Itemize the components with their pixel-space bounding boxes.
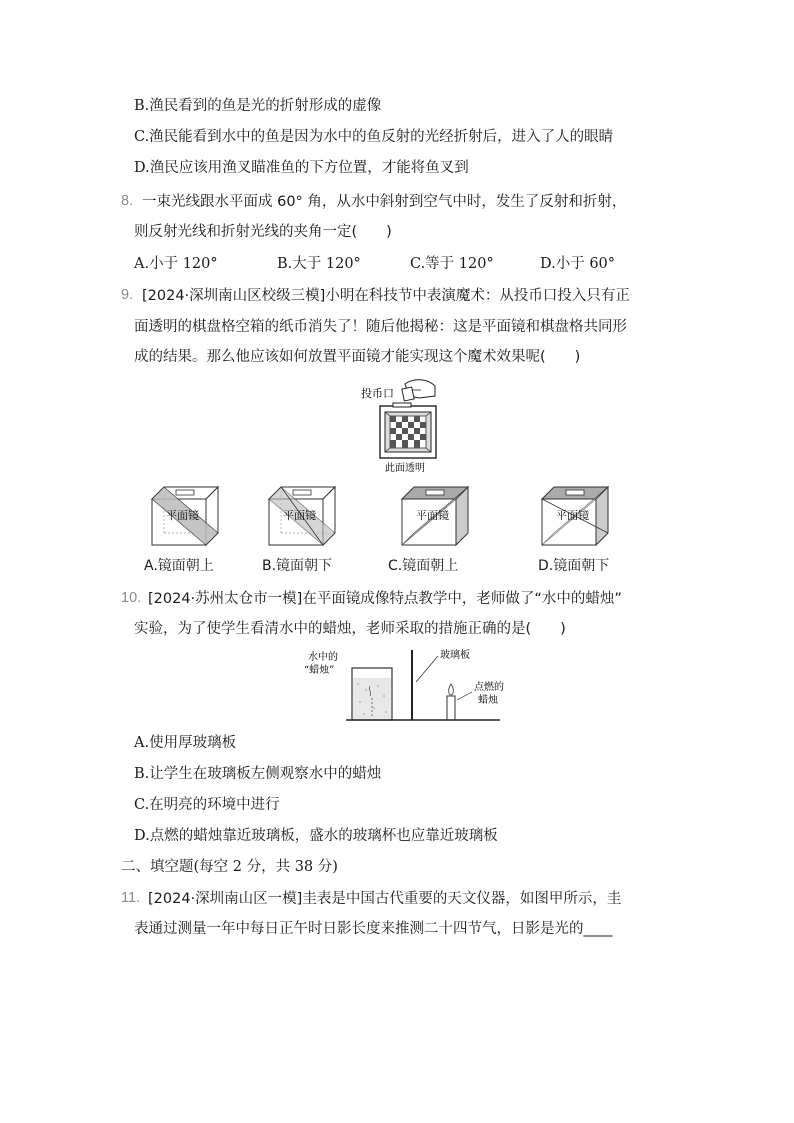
q9-number: 9. [121, 287, 134, 303]
mirror-label-c: 平面镜 [416, 509, 449, 522]
q10-option-c: C.在明亮的环境中进行 [134, 797, 280, 813]
q8-stem-line1: 一束光线跟水平面成 60° 角，从水中斜射到空气中时，发生了反射和折射， [142, 194, 627, 210]
q11-number: 11. [121, 890, 141, 906]
q10-candle-label-1: 点燃的 [474, 682, 504, 693]
q10-number: 10. [121, 590, 142, 606]
q10-water-candle-label-1: 水中的 [308, 652, 338, 663]
q8-stem-line2: 则反射光线和折射光线的夹角一定( ) [134, 224, 392, 240]
q10-option-a: A.使用厚玻璃板 [134, 735, 237, 751]
q9-magic-box-figure [355, 376, 455, 476]
q9-option-d-figure [538, 485, 614, 549]
q9-stem-line3: 成的结果。那么他应该如何放置平面镜才能实现这个魔术效果呢( ) [134, 349, 581, 365]
q8-option-a: A.小于 120° [134, 256, 218, 272]
q10-water-candle-label-2: “蜡烛” [304, 665, 335, 676]
q7-option-b: B.渔民看到的鱼是光的折射形成的虚像 [134, 98, 382, 114]
q9-option-a: A.镜面朝上 [144, 558, 214, 574]
q10-option-b: B.让学生在玻璃板左侧观察水中的蜡烛 [134, 766, 382, 782]
mirror-label-b: 平面镜 [283, 509, 316, 522]
q8-option-d: D.小于 60° [540, 256, 616, 272]
q9-slot-label: 投币口 [361, 387, 394, 400]
q9-option-a-figure [148, 485, 224, 549]
q10-stem-line1: [2024·苏州太仓市一模]在平面镜成像特点教学中，老师做了“水中的蜡烛” [148, 591, 622, 607]
q9-front-transparent-label: 此面透明 [385, 463, 425, 474]
q10-candle-experiment-figure [300, 646, 530, 726]
mirror-label-d: 平面镜 [556, 509, 589, 522]
q10-stem-line2: 实验，为了使学生看清水中的蜡烛，老师采取的措施正确的是( ) [134, 621, 566, 637]
q8-option-c: C.等于 120° [410, 256, 494, 272]
q9-option-c: C.镜面朝上 [388, 558, 459, 574]
q8-number: 8. [121, 193, 134, 209]
q9-option-b-figure [265, 485, 341, 549]
q9-option-b: B.镜面朝下 [262, 558, 333, 574]
q9-stem-line2: 面透明的棋盘格空箱的纸币消失了！随后他揭秘：这是平面镜和棋盘格共同形 [134, 319, 627, 335]
q10-candle-label-2: 蜡烛 [478, 695, 498, 706]
q7-option-c: C.渔民能看到水中的鱼是因为水中的鱼反射的光经折射后，进入了人的眼睛 [134, 129, 614, 145]
chessboard-grid [385, 412, 431, 452]
q9-stem-line1: [2024·深圳南山区校级三模]小明在科技节中表演魔术：从投币口投入只有正 [142, 288, 630, 304]
q7-option-d: D.渔民应该用渔叉瞄准鱼的下方位置，才能将鱼叉到 [134, 160, 469, 176]
mirror-label-a: 平面镜 [166, 509, 199, 522]
q9-option-d: D.镜面朝下 [538, 558, 610, 574]
q9-option-c-figure [398, 485, 474, 549]
q11-stem-line2: 表通过测量一年中每日正午时日影长度来推测二十四节气，日影是光的____ [134, 921, 613, 937]
section-title-fill-in: 二、填空题(每空 2 分，共 38 分) [121, 859, 338, 875]
q8-option-b: B.大于 120° [277, 256, 361, 272]
q10-option-d: D.点燃的蜡烛靠近玻璃板，盛水的玻璃杯也应靠近玻璃板 [134, 828, 498, 844]
q11-stem-line1: [2024·深圳南山区一模]圭表是中国古代重要的天文仪器，如图甲所示，圭 [148, 891, 622, 907]
q10-glass-label: 玻璃板 [440, 650, 470, 661]
